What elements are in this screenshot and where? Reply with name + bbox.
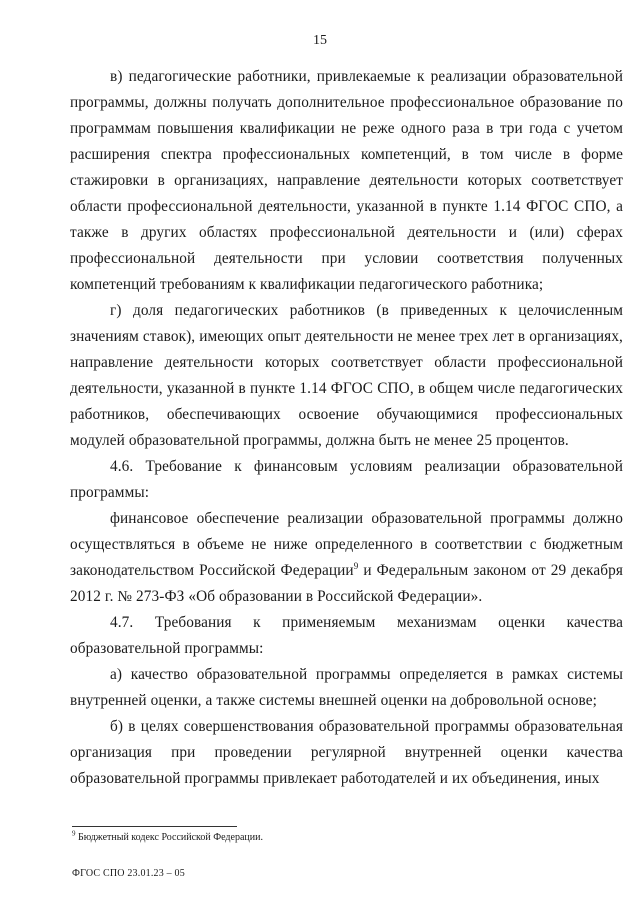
section-4-7-heading: 4.7. Требования к применяемым механизмам оценки качества образовательной программы: <box>70 614 623 657</box>
page-number: 15 <box>313 33 327 48</box>
paragraph-quality-improvement: б) в целях совершенствования образовательной программы образовательная организация при проведении регулярной внутренней оценки качества образовательной программы привлекает работодателей и их объединения, иных <box>70 718 623 787</box>
document-code: ФГОС СПО 23.01.23 – 05 <box>72 868 185 879</box>
footnote-divider <box>72 826 237 827</box>
footnote-mark: 9 <box>72 829 76 838</box>
document-body <box>70 64 623 792</box>
footnote-text: Бюджетный кодекс Российской Федерации. <box>75 832 263 843</box>
footnote-reference[interactable]: 9 <box>353 560 359 571</box>
financing-text-end: и Федеральным законом от 29 декабря 2012 г. № 273-ФЗ «Об образовании в Российской Федерации». <box>70 562 623 605</box>
footnote <box>72 831 263 844</box>
paragraph-staff-share: г) доля педагогических работников (в приведенных к целочисленным значениям ставок), имеющих опыт деятельности не менее трех лет в организациях, направление деятельности которых соответствует области профессиональной деятельности, указанной в пункте 1.14 ФГОС СПО, в общем числе педагогических работников, обеспечивающих освоение обучающимися профессиональных модулей образовательной программы, должна быть не менее 25 процентов. <box>70 302 623 449</box>
section-4-6-heading: 4.6. Требование к финансовым условиям реализации образовательной программы: <box>70 458 623 501</box>
paragraph-financing <box>70 506 623 610</box>
paragraph-quality-internal: а) качество образовательной программы определяется в рамках системы внутренней оценки, а также системы внешней оценки на добровольной основе; <box>70 666 623 709</box>
paragraph-pedagogical-training: в) педагогические работники, привлекаемые к реализации образовательной программы, должны получать дополнительное профессиональное образование по программам повышения квалификации не реже одного раза в три года с учетом расширения спектра профессиональных компетенций, в том числе в форме стажировки в организациях, направление деятельности которых соответствует области профессиональной деятельности, указанной в пункте 1.14 ФГОС СПО, а также в других областях профессиональной деятельности и (или) сферах профессиональной деятельности при условии соответствия полученных компетенций требованиям к квалификации педагогического работника; <box>70 68 623 293</box>
financing-text-start: финансовое обеспечение реализации образовательной программы должно осуществляться в объеме не ниже определенного в соответствии с бюджетным законодательством Российской Федерации <box>70 510 623 579</box>
